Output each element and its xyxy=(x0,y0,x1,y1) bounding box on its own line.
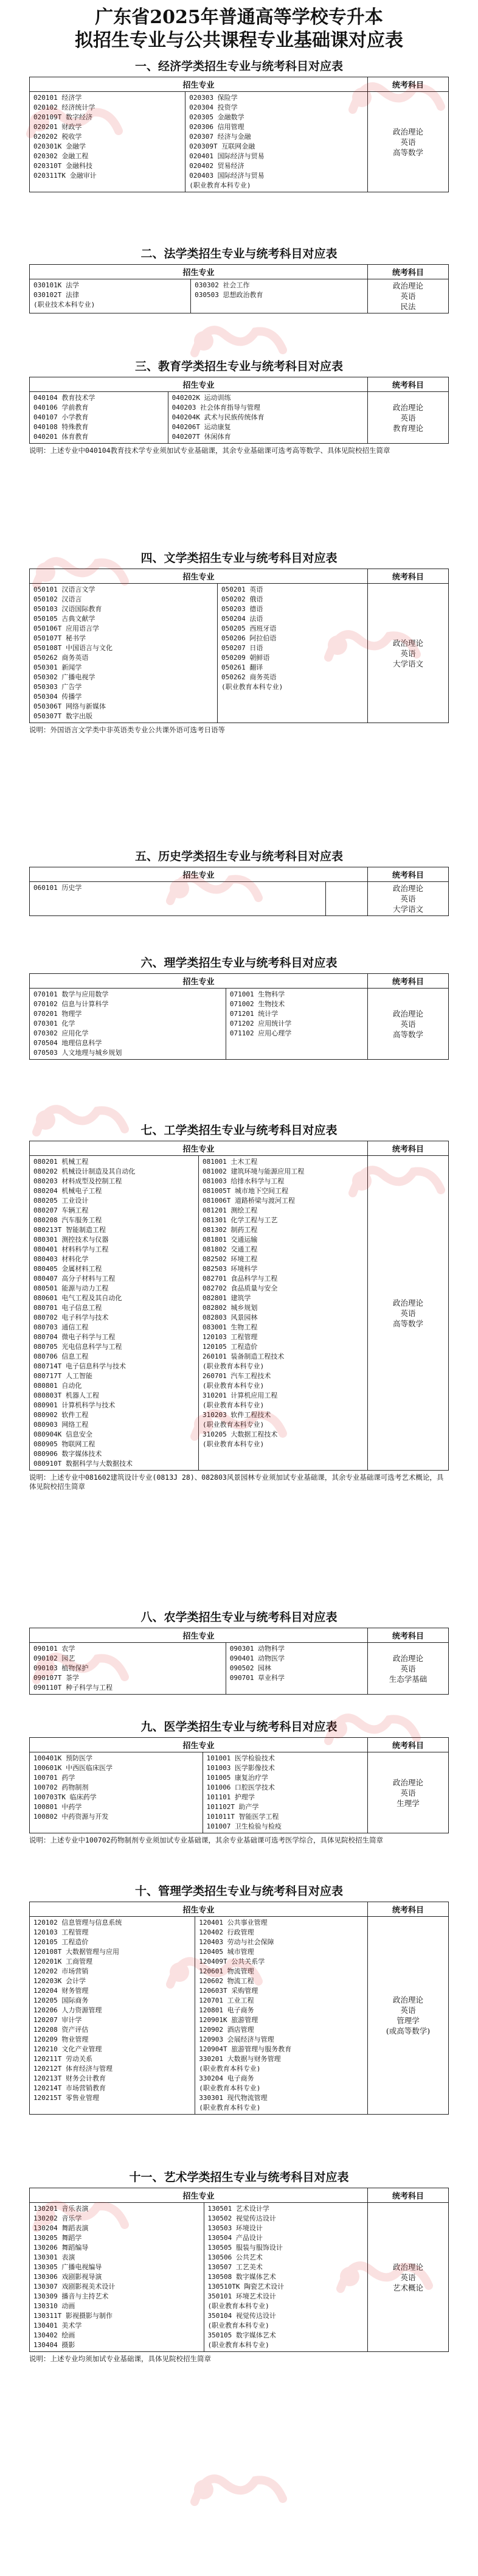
table-header-row xyxy=(30,569,449,584)
section-note: 说明：上述专业中040104教育技术学专业须加试专业基础课，其余专业基础课可选考高等数学、具体见院校招生简章 xyxy=(29,446,390,455)
section-6 xyxy=(0,953,478,1060)
correspondence-table xyxy=(29,569,449,723)
exam-subjects: 政治理论 英语 生态学基础 xyxy=(368,1643,449,1695)
major-list-right xyxy=(326,882,368,916)
section-title: 七、工学类招生专业与统考科目对应表 xyxy=(140,1124,338,1137)
major-list-right: 071001 生物科学 071002 生物技术 071201 统计学 071202 应用统计学 071102 应用心理学 xyxy=(226,989,367,1060)
exam-subjects: 政治理论 英语 高等数学 xyxy=(368,1156,449,1471)
table-row xyxy=(30,584,449,723)
section-title: 八、农学类招生专业与统考科目对应表 xyxy=(140,1611,338,1624)
section-10 xyxy=(0,1881,478,2115)
table-header-row xyxy=(30,1141,449,1156)
header-major: 招生专业 xyxy=(30,265,368,279)
header-exam: 统考科目 xyxy=(368,569,449,584)
header-major: 招生专业 xyxy=(30,1141,368,1156)
section-note: 说明：上述专业中100702药物制剂专业须加试专业基础课，其余专业基础课可选考医学综合，具体见院校招生简章 xyxy=(29,1836,384,1844)
header-exam: 统考科目 xyxy=(368,1141,449,1156)
major-list-right: 090301 动物科学 090401 动物医学 090502 园林 090701 草业科学 xyxy=(226,1643,367,1695)
major-list-left: 060101 历史学 xyxy=(30,882,326,916)
major-list-right: 120401 公共事业管理 120402 行政管理 120403 劳动与社会保障 120405 城市管理 120409T 公共关系学 120601 物流管理 120602 物流工程 120603T 采购管理 120701 工业工程 120801 电子商务 120901K 旅游管理 120902 酒店管理 120903 会展经济与管理 120904T 旅游管理与服务教育 330201 大数据与财务管理 (职业教育本科专业) 330204 电子商务 (职业教育本科专业) 330301 现代物流管理 (职业教育本科专业) xyxy=(195,1917,368,2115)
header-exam: 统考科目 xyxy=(368,1902,449,1917)
exam-subjects: 政治理论 英语 管理学 (或高等数学) xyxy=(368,1917,449,2115)
section-note: 说明：上述专业均须加试专业基础课，具体见院校招生简章 xyxy=(29,2354,211,2363)
exam-subjects: 政治理论 英语 大学语文 xyxy=(368,584,449,723)
major-list-right: 040202K 运动训练 040203 社会体育指导与管理 040204K 武术与民族传统体育 040206T 运动康复 040207T 休闲体育 xyxy=(168,392,367,444)
major-list-right: 050201 英语 050202 俄语 050203 德语 050204 法语 050205 西班牙语 050206 阿拉伯语 050207 日语 050209 朝鲜语 050261 翻译 050262 商务英语 (职业教育本科专业) xyxy=(218,584,368,723)
exam-subjects: 政治理论 英语 大学语文 xyxy=(368,882,449,916)
exam-subjects: 政治理论 英语 高等数学 xyxy=(368,989,449,1060)
table-header-row xyxy=(30,2188,449,2203)
section-title: 四、文学类招生专业与统考科目对应表 xyxy=(140,551,338,565)
table-row xyxy=(30,989,449,1060)
major-list-right: 030302 社会工作 030503 思想政治教育 xyxy=(191,279,368,313)
section-title: 五、历史学类招生专业与统考科目对应表 xyxy=(134,850,343,863)
table-header-row xyxy=(30,265,449,279)
table-row xyxy=(30,1752,449,1833)
table-row xyxy=(30,1917,449,2115)
section-note: 说明：上述专业中081602建筑设计专业(0813J 28)、082803风景园林专业须加试专业基础课，其余专业基础课可选考艺术概论，具体见院校招生简章 xyxy=(29,1473,444,1491)
table-row xyxy=(30,882,449,916)
header-major: 招生专业 xyxy=(30,867,368,882)
section-note: 说明：外国语言文学类中非英语类专业公共课外语可选考日语等 xyxy=(29,726,225,734)
header-exam: 统考科目 xyxy=(368,2188,449,2203)
document-title xyxy=(0,0,478,52)
header-major: 招生专业 xyxy=(30,2188,368,2203)
table-header-row xyxy=(30,1738,449,1752)
major-list-left: 020101 经济学 020102 经济统计学 020109T 数字经济 020201 财政学 020202 税收学 020301K 金融学 020302 金融工程 020310T 金融科技 020311TK 金融审计 xyxy=(30,92,185,192)
header-major: 招生专业 xyxy=(30,377,368,392)
header-major: 招生专业 xyxy=(30,569,368,584)
watermark-stamp-icon xyxy=(182,2465,292,2514)
major-list-left: 050101 汉语言文学 050102 汉语言 050103 汉语国际教育 050105 古典文献学 050106T 应用语言学 050107T 秘书学 050108T 中国语言与文化 050262 商务英语 050301 新闻学 050302 广播电视学 050303 广告学 050304 传播学 050306T 网络与新媒体 050307T 数字出版 xyxy=(30,584,218,723)
exam-subjects: 政治理论 英语 教育理论 xyxy=(368,392,449,444)
exam-subjects: 政治理论 英语 高等数学 xyxy=(368,92,449,192)
section-2 xyxy=(0,243,478,313)
document-title-line-1: 广东省2025年普通高等学校专升本 xyxy=(95,7,383,28)
correspondence-table xyxy=(29,77,449,192)
major-list-left: 030101K 法学 030102T 法律 (职业技术本科专业) xyxy=(30,279,191,313)
table-header-row xyxy=(30,1628,449,1643)
section-title: 二、法学类招生专业与统考科目对应表 xyxy=(140,247,338,261)
table-row xyxy=(30,1156,449,1471)
header-major: 招生专业 xyxy=(30,1628,368,1643)
header-exam: 统考科目 xyxy=(368,377,449,392)
header-exam: 统考科目 xyxy=(368,265,449,279)
header-exam: 统考科目 xyxy=(368,974,449,989)
header-exam: 统考科目 xyxy=(368,1628,449,1643)
section-title: 九、医学类招生专业与统考科目对应表 xyxy=(140,1720,338,1734)
header-exam: 统考科目 xyxy=(368,77,449,92)
header-major: 招生专业 xyxy=(30,77,368,92)
section-8 xyxy=(0,1607,478,1695)
document-title-line-2: 拟招生专业与公共课程专业基础课对应表 xyxy=(75,30,403,51)
major-list-left: 130201 音乐表演 130202 音乐学 130204 舞蹈表演 130205 舞蹈学 130206 舞蹈编导 130301 表演 130305 广播电视编导 130306 戏剧影视导演 130307 戏剧影视美术设计 130309 播音与主持艺术 130310 动画 130311T 影视摄影与制作 130401 美术学 130402 绘画 130404 摄影 xyxy=(30,2203,204,2352)
section-title: 三、教育学类招生专业与统考科目对应表 xyxy=(134,360,343,373)
table-header-row xyxy=(30,974,449,989)
section-title: 十一、艺术学类招生专业与统考科目对应表 xyxy=(129,2171,349,2184)
header-exam: 统考科目 xyxy=(368,1738,449,1752)
correspondence-table xyxy=(29,1628,449,1695)
major-list-left: 100401K 预防医学 100601K 中西医临床医学 100701 药学 100702 药物制剂 100703TK 临床药学 100801 中药学 100802 中药资源与开发 xyxy=(30,1752,203,1833)
exam-subjects: 政治理论 英语 生理学 xyxy=(368,1752,449,1833)
section-title: 六、理学类招生专业与统考科目对应表 xyxy=(140,956,338,970)
table-row xyxy=(30,279,449,313)
table-header-row xyxy=(30,77,449,92)
header-major: 招生专业 xyxy=(30,1902,368,1917)
section-9 xyxy=(0,1717,478,1845)
section-title: 十、管理学类招生专业与统考科目对应表 xyxy=(134,1885,343,1898)
exam-subjects: 政治理论 英语 艺术概论 xyxy=(368,2203,449,2352)
correspondence-table xyxy=(29,867,449,916)
exam-subjects: 政治理论 英语 民法 xyxy=(368,279,449,313)
section-title: 一、经济学类招生专业与统考科目对应表 xyxy=(134,60,343,73)
major-list-right: 020303 保险学 020304 投资学 020305 金融数学 020306 信用管理 020307 经济与金融 020309T 互联网金融 020401 国际经济与贸易 020402 贸易经济 020403 国际经济与贸易 (职业教育本科专业) xyxy=(185,92,368,192)
correspondence-table xyxy=(29,1737,449,1833)
major-list-right: 081001 土木工程 081002 建筑环境与能源应用工程 081003 给排水科学与工程 081005T 城市地下空间工程 081006T 道路桥梁与渡河工程 081201 测绘工程 081301 化学工程与工艺 081302 制药工程 081801 交通运输 081802 交通工程 082502 环境工程 082503 环境科学 082701 食品科学与工程 082702 食品质量与安全 082801 建筑学 082802 城乡规划 082803 风景园林 083001 生物工程 120103 工程管理 120105 工程造价 260101 装备制造工程技术 (职业教育本科专业) 260701 汽车工程技术 (职业教育本科专业) 310201 计算机应用工程 (职业教育本科专业) 310203 软件工程技术 (职业教育本科专业) 310205 大数据工程技术 (职业教育本科专业) xyxy=(199,1156,368,1471)
section-3 xyxy=(0,356,478,455)
major-list-left: 070101 数学与应用数学 070102 信息与计算科学 070201 物理学 070301 化学 070302 应用化学 070504 地理信息科学 070503 人文地理与城乡规划 xyxy=(30,989,226,1060)
major-list-right: 130501 艺术设计学 130502 视觉传达设计 130503 环境设计 130504 产品设计 130505 服装与服饰设计 130506 公共艺术 130507 工艺美术 130508 数字媒体艺术 130510TK 陶瓷艺术设计 350101 环境艺术设计 (职业教育本科专业) 350104 视觉传达设计 (职业教育本科专业) 350105 数字媒体艺术 (职业教育本科专业) xyxy=(204,2203,368,2352)
table-header-row xyxy=(30,1902,449,1917)
header-exam: 统考科目 xyxy=(368,867,449,882)
table-row xyxy=(30,1643,449,1695)
major-list-right: 101001 医学检验技术 101003 医学影像技术 101005 康复治疗学 101006 口腔医学技术 101101 护理学 101102T 助产学 101011T 智能医学工程 101007 卫生检验与检疫 xyxy=(203,1752,367,1833)
section-7 xyxy=(0,1120,478,1491)
correspondence-table xyxy=(29,973,449,1060)
header-major: 招生专业 xyxy=(30,1738,368,1752)
table-header-row xyxy=(30,377,449,392)
table-row xyxy=(30,92,449,192)
major-list-left: 080201 机械工程 080202 机械设计制造及其自动化 080203 材料成型及控制工程 080204 机械电子工程 080205 工业设计 080207 车辆工程 080208 汽车服务工程 080213T 智能制造工程 080301 测控技术与仪器 080401 材料科学与工程 080403 材料化学 080405 金属材料工程 080407 高分子材料与工程 080501 能源与动力工程 080601 电气工程及其自动化 080701 电子信息工程 080702 电子科学与技术 080703 通信工程 080704 微电子科学与工程 080705 光电信息科学与工程 080706 信息工程 080714T 电子信息科学与技术 080717T 人工智能 080801 自动化 080803T 机器人工程 080901 计算机科学与技术 080902 软件工程 080903 网络工程 080904K 信息安全 080905 物联网工程 080906 数字媒体技术 080910T 数据科学与大数据技术 xyxy=(30,1156,199,1471)
correspondence-table xyxy=(29,377,449,444)
correspondence-table xyxy=(29,264,449,313)
table-header-row xyxy=(30,867,449,882)
major-list-left: 040104 教育技术学 040106 学前教育 040107 小学教育 040108 特殊教育 040201 体育教育 xyxy=(30,392,168,444)
major-list-left: 090101 农学 090102 园艺 090103 植物保护 090107T 茶学 090110T 种子科学与工程 xyxy=(30,1643,226,1695)
correspondence-table xyxy=(29,1902,449,2115)
correspondence-table xyxy=(29,2188,449,2352)
section-11 xyxy=(0,2167,478,2364)
section-5 xyxy=(0,846,478,916)
section-1 xyxy=(0,56,478,192)
correspondence-table xyxy=(29,1141,449,1471)
major-list-left: 120102 信息管理与信息系统 120103 工程管理 120105 工程造价 120108T 大数据管理与应用 120201K 工商管理 120202 市场营销 120203K 会计学 120204 财务管理 120205 国际商务 120206 人力资源管理 120207 审计学 120208 资产评估 120209 物业管理 120210 文化产业管理 120211T 劳动关系 120212T 体育经济与管理 120213T 财务会计教育 120214T 市场营销教育 120215T 零售业管理 xyxy=(30,1917,195,2115)
header-major: 招生专业 xyxy=(30,974,368,989)
section-4 xyxy=(0,548,478,735)
table-row xyxy=(30,392,449,444)
table-row xyxy=(30,2203,449,2352)
